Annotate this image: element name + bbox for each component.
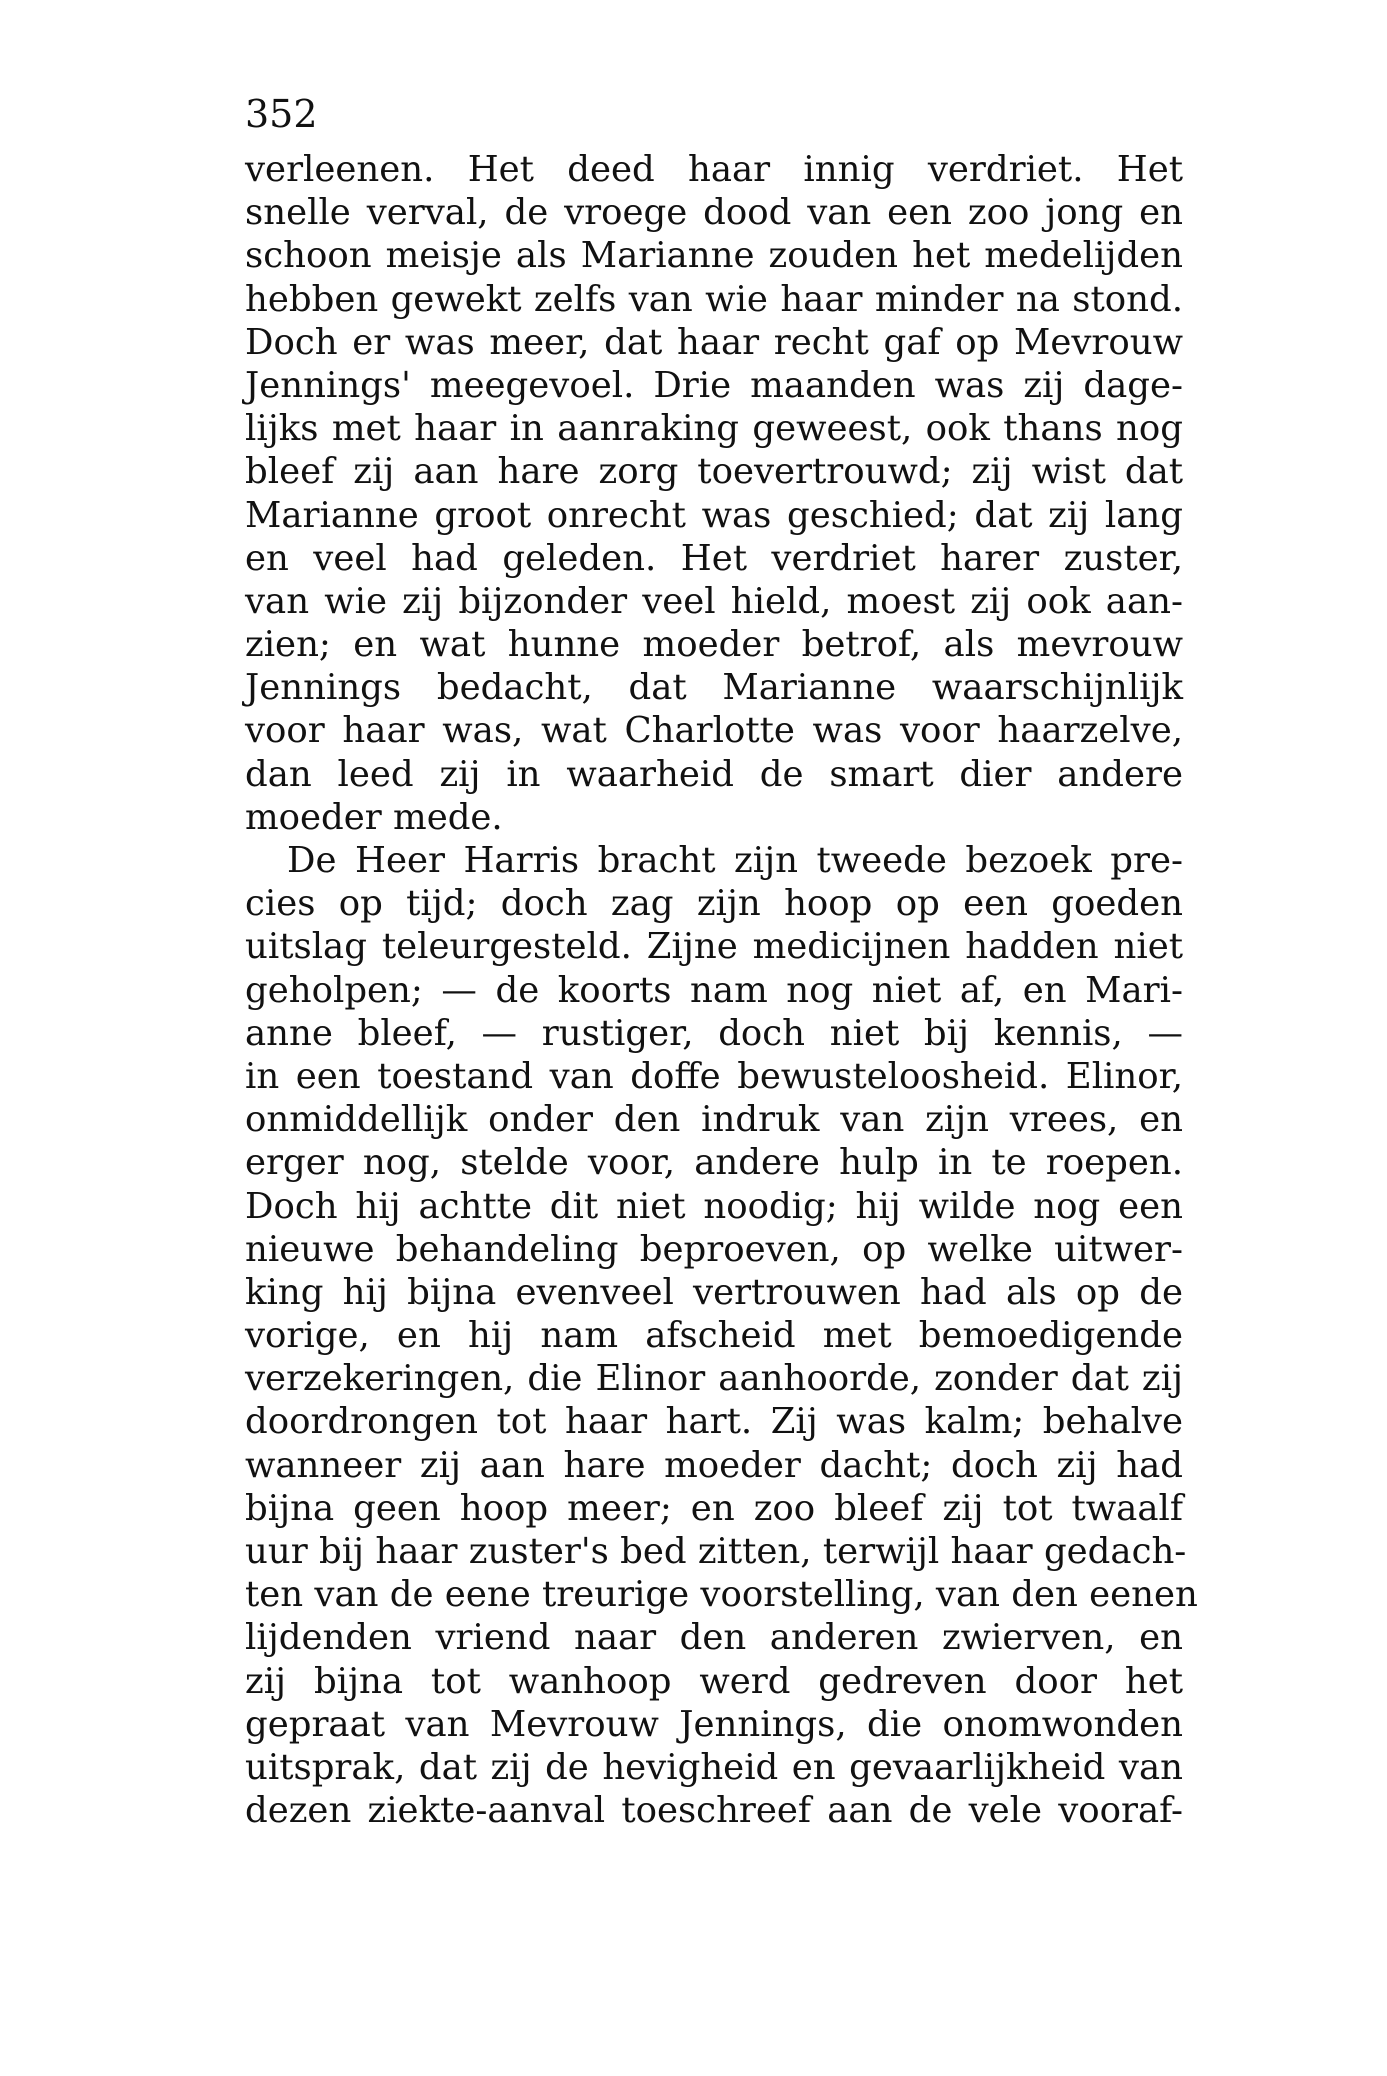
page-number: 352 [245, 92, 318, 136]
text-line: verleenen. Het deed haar innig verdriet. Het [245, 149, 1183, 190]
text-line: dan leed zij in waarheid de smart dier andere [245, 753, 1183, 795]
text-line: wanneer zij aan hare moeder dacht; doch zij had [245, 1444, 1183, 1486]
text-line: hebben gewekt zelfs van wie haar minder na stond. [245, 278, 1183, 320]
text-line: moeder mede. [245, 796, 503, 838]
text-line: en veel had geleden. Het verdriet harer zuster, [245, 537, 1183, 579]
text-line: lijks met haar in aanraking geweest, ook thans nog [245, 408, 1183, 450]
text-line: voor haar was, wat Charlotte was voor haarzelve, [245, 710, 1183, 752]
text-line: vorige, en hij nam afscheid met bemoedigende [245, 1315, 1183, 1357]
text-line: nieuwe behandeling beproeven, op welke uitwer- [245, 1228, 1183, 1270]
paragraph-2 [245, 839, 1198, 1832]
text-line: uur bij haar zuster's bed zitten, terwijl haar gedach- [245, 1531, 1187, 1572]
text-line: zien; en wat hunne moeder betrof, als mevrouw [245, 624, 1183, 666]
body-text [245, 148, 1198, 1832]
text-line: bleef zij aan hare zorg toevertrouwd; zij wist dat [245, 451, 1183, 493]
text-line: dezen ziekte-aanval toeschreef aan de vele vooraf- [245, 1790, 1183, 1832]
text-line: onmiddellijk onder den indruk van zijn vrees, en [245, 1099, 1183, 1141]
text-line: in een toestand van doffe bewusteloosheid. Elinor, [245, 1055, 1183, 1097]
text-line: verzekeringen, die Elinor aanhoorde, zonder dat zij [245, 1358, 1183, 1400]
text-line: doordrongen tot haar hart. Zij was kalm; behalve [245, 1401, 1183, 1443]
text-line: Jennings bedacht, dat Marianne waarschijnlijk [245, 667, 1183, 709]
text-line: ten van de eene treurige voorstelling, van den eenen [245, 1574, 1198, 1616]
text-line: bijna geen hoop meer; en zoo bleef zij tot twaalf [245, 1487, 1183, 1529]
text-line: van wie zij bijzonder veel hield, moest zij ook aan- [245, 580, 1183, 622]
text-line: Marianne groot onrecht was geschied; dat zij lang [245, 494, 1183, 536]
paragraph-1 [245, 148, 1183, 839]
text-line: anne bleef, — rustiger, doch niet bij kennis, — [245, 1012, 1183, 1054]
text-line: geholpen; — de koorts nam nog niet af, en Mari- [245, 969, 1183, 1011]
text-line: cies op tijd; doch zag zijn hoop op een goeden [245, 883, 1183, 925]
text-line: Doch hij achtte dit niet noodig; hij wilde nog een [245, 1185, 1183, 1227]
text-line: snelle verval, de vroege dood van een zoo jong en [245, 192, 1183, 234]
text-line: erger nog, stelde voor, andere hulp in te roepen. [245, 1142, 1183, 1184]
text-line: gepraat van Mevrouw Jennings, die onomwonden [245, 1703, 1183, 1745]
text-line: Doch er was meer, dat haar recht gaf op Mevrouw [245, 321, 1183, 363]
text-line: uitsprak, dat zij de hevigheid en gevaarlijkheid van [245, 1746, 1183, 1788]
text-line: king hij bijna evenveel vertrouwen had als op de [245, 1271, 1183, 1313]
text-line: lijdenden vriend naar den anderen zwierven, en [245, 1617, 1183, 1659]
text-line: uitslag teleurgesteld. Zijne medicijnen hadden niet [245, 926, 1183, 968]
text-line: De Heer Harris bracht zijn tweede bezoek pre- [287, 840, 1183, 881]
text-line: schoon meisje als Marianne zouden het medelijden [245, 235, 1183, 277]
text-line: Jennings' meegevoel. Drie maanden was zij dage- [245, 364, 1183, 406]
text-line: zij bijna tot wanhoop werd gedreven door het [245, 1660, 1183, 1702]
